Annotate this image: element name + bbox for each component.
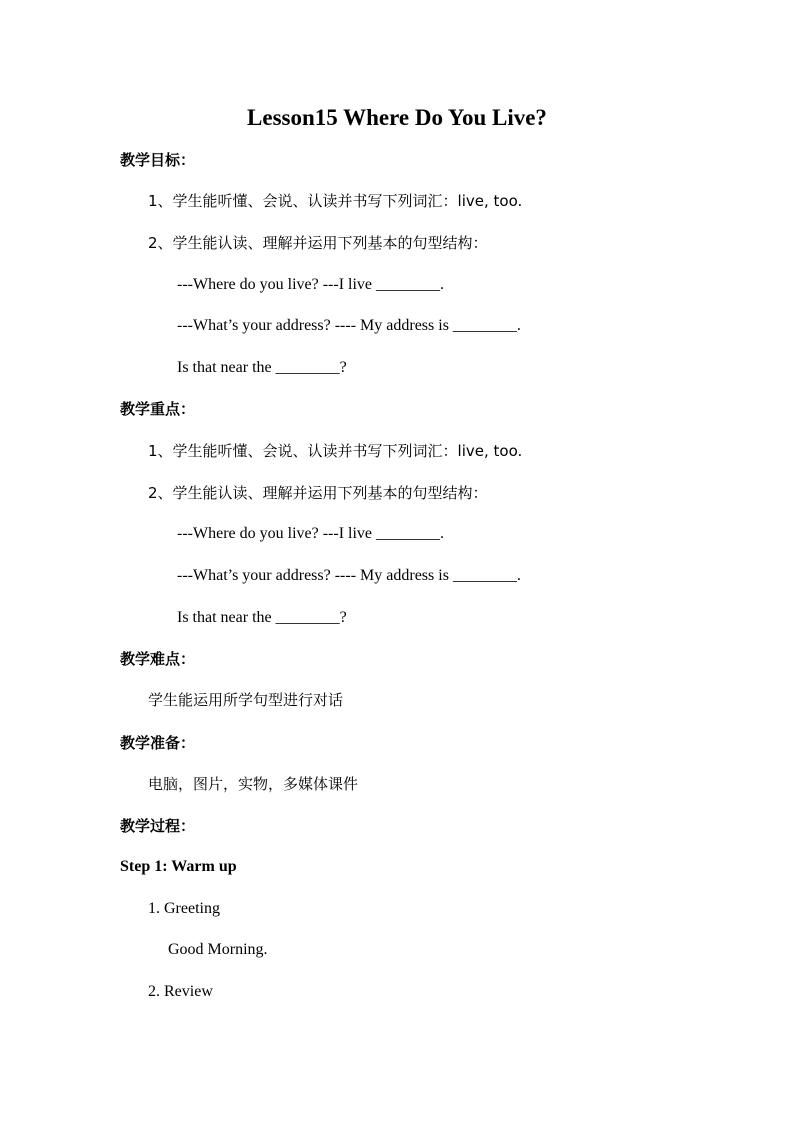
objective-item-1: 1、学生能听懂、会说、认读并书写下列词汇：live, too. (148, 192, 523, 210)
key-point-item-2: 2、学生能认读、理解并运用下列基本的句型结构： (148, 484, 488, 502)
key-point-sentence-1: ---Where do you live? ---I live ________. (177, 525, 445, 542)
key-point-item-1: 1、学生能听懂、会说、认读并书写下列词汇：live, too. (148, 442, 523, 460)
key-point-sentence-2: ---What’s your address? ---- My address is ________. (177, 567, 521, 584)
difficulties-heading: 教学难点： (120, 650, 196, 668)
key-points-heading: 教学重点： (120, 400, 196, 418)
objective-sentence-3: Is that near the ________? (177, 359, 347, 376)
key-point-sentence-3: Is that near the ________? (177, 609, 347, 626)
step1-heading: Step 1: Warm up (120, 858, 237, 875)
process-item-review: 2. Review (148, 983, 213, 1000)
objective-sentence-1: ---Where do you live? ---I live ________. (177, 276, 445, 293)
objective-item-2: 2、学生能认读、理解并运用下列基本的句型结构： (148, 234, 488, 252)
lesson-title: Lesson15 Where Do You Live? (247, 105, 547, 130)
process-item-good-morning: Good Morning. (168, 941, 268, 958)
process-item-greeting: 1. Greeting (148, 900, 220, 917)
objective-sentence-2: ---What’s your address? ---- My address is ________. (177, 317, 521, 334)
objectives-heading: 教学目标： (120, 151, 196, 169)
preparation-heading: 教学准备： (120, 734, 196, 752)
difficulties-text: 学生能运用所学句型进行对话 (148, 691, 344, 709)
process-heading: 教学过程： (120, 817, 196, 835)
preparation-text: 电脑，图片，实物，多媒体课件 (148, 775, 359, 793)
